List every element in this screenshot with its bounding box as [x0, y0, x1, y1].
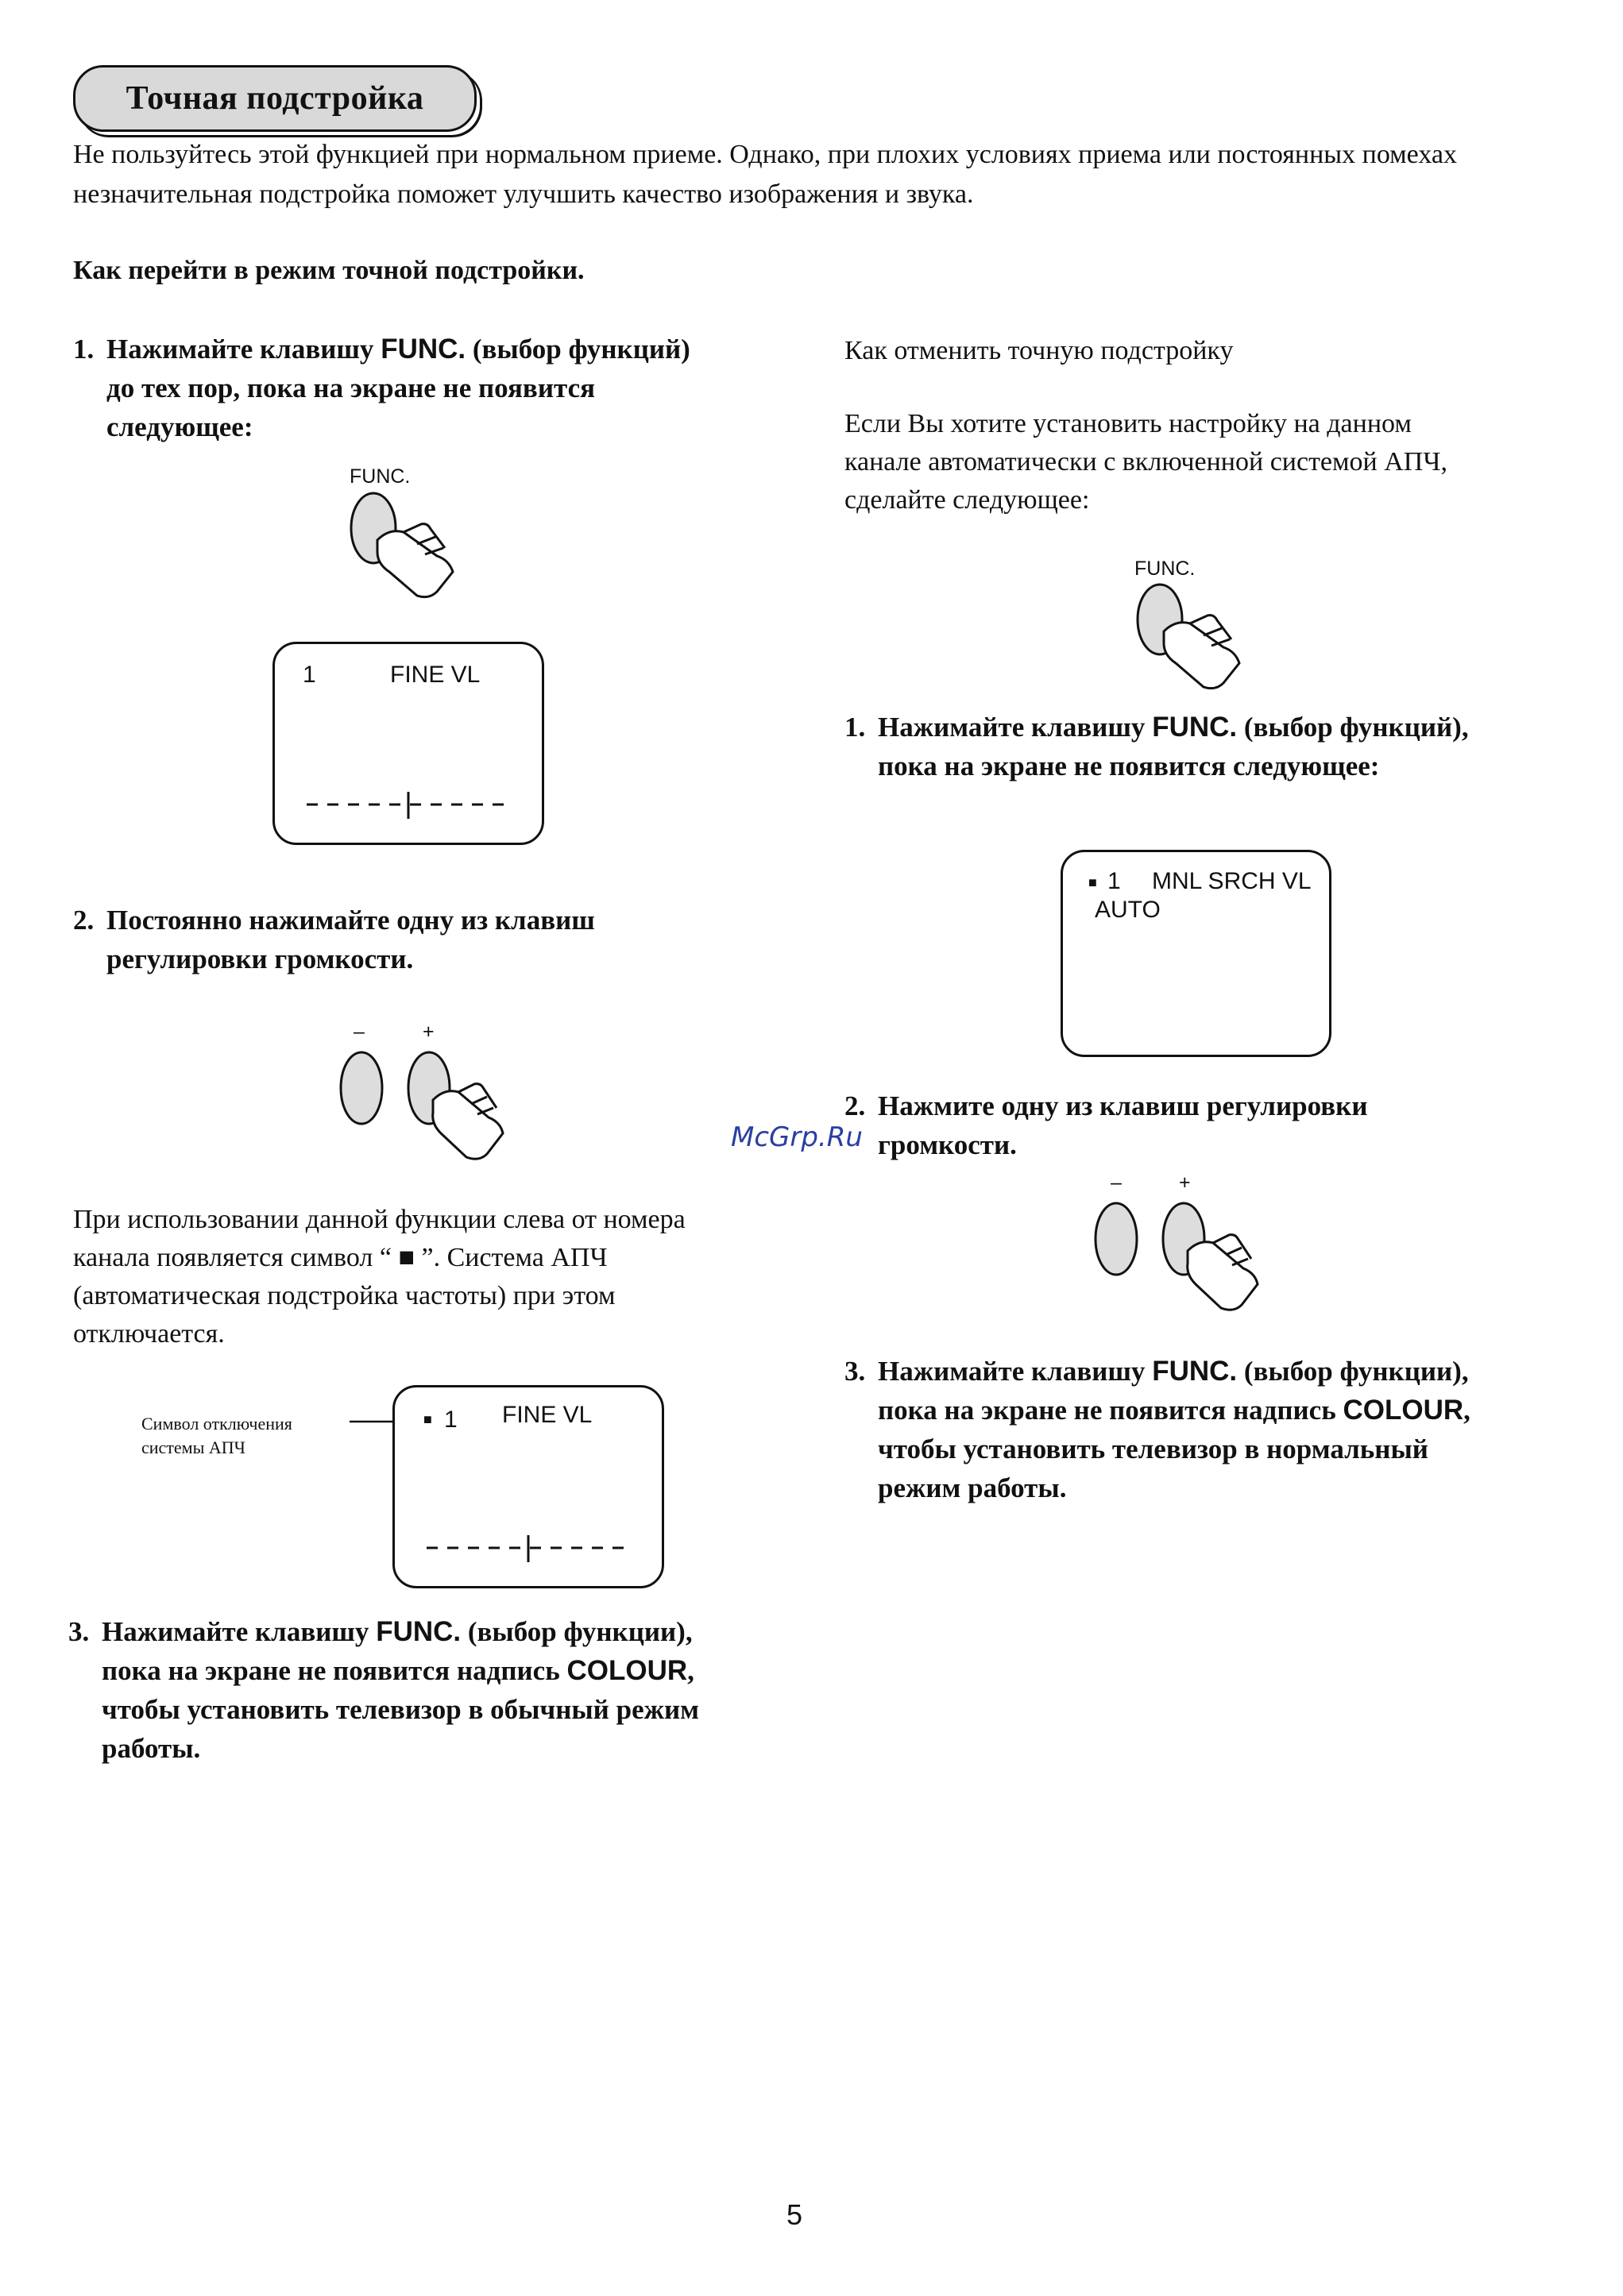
osd-label: MNL SRCH VL [1152, 868, 1312, 894]
tuning-scale-icon [427, 1532, 633, 1564]
step-text: Нажимайте клавишу [106, 334, 381, 365]
colour-key-label: COLOUR [566, 1655, 688, 1686]
colour-key-label: COLOUR [1343, 1395, 1464, 1426]
intro-text: Не пользуйтесь этой функцией при нормальном приеме. Однако, при плохих условиях приема или постоянных помехах незначительная подстройка поможет улучшить качество изображения и звука. [73, 140, 1457, 209]
step-number: 2. [73, 905, 95, 936]
func-key-label: FUNC. [1152, 1356, 1238, 1387]
left-step-1 [73, 330, 725, 446]
step-text: Нажмите одну из клавиш регулировки громкости. [878, 1090, 1368, 1160]
left-step-2 [73, 901, 725, 978]
func-button-label: FUNC. [350, 465, 411, 488]
step-text: Постоянно нажимайте одну из клавиш регулировки громкости. [106, 905, 595, 974]
osd-label: FINE VL [502, 1402, 593, 1428]
tv-screen-manual-search [1061, 850, 1331, 1057]
step-text: Нажимайте клавишу [102, 1616, 377, 1647]
right-step-1 [844, 708, 1496, 785]
minus-label: – [1111, 1171, 1122, 1194]
func-button-label: FUNC. [1134, 558, 1196, 580]
osd-channel: 1 [444, 1407, 458, 1433]
tuning-scale-icon [307, 789, 513, 820]
finger-press-volume-icon [330, 1044, 520, 1171]
step-number: 3. [844, 1356, 866, 1387]
finger-press-func-icon [1128, 576, 1263, 695]
right-step-3 [844, 1352, 1512, 1507]
left-step-3 [68, 1612, 720, 1768]
finger-press-func-icon [342, 484, 477, 604]
step-text: (выбор функции), пока на экране не появится надпись [102, 1616, 693, 1686]
right-step-2 [844, 1086, 1496, 1164]
osd-channel: 1 [1107, 868, 1121, 894]
step-text: , чтобы установить телевизор в нормальный режим работы. [878, 1395, 1470, 1503]
step-text: (выбор функций), пока на экране не появится следующее: [878, 712, 1469, 781]
afc-off-marker: ■ [1088, 874, 1097, 890]
step-text: Нажимайте клавишу [878, 712, 1153, 743]
step-number: 1. [73, 334, 95, 365]
step-number: 2. [844, 1090, 866, 1121]
osd-mode: AUTO [1095, 897, 1161, 923]
afc-off-callout: Символ отключения системы АПЧ [141, 1414, 292, 1457]
plus-label: + [423, 1021, 435, 1043]
step-text: (выбор функций) до тех пор, пока на экране не появится следующее: [106, 334, 690, 442]
right-intro: Если Вы хотите установить настройку на данном канале автоматически с включенной системой АПЧ, сделайте следующее: [844, 409, 1447, 515]
tv-screen-fine-afc-off [392, 1385, 664, 1588]
osd-channel: 1 [303, 662, 316, 688]
tv-screen-fine [272, 642, 544, 845]
func-key-label: FUNC. [381, 334, 466, 365]
step-number: 1. [844, 712, 866, 743]
func-key-label: FUNC. [1152, 712, 1238, 743]
step-number: 3. [68, 1616, 90, 1647]
step-text: Нажимайте клавишу [878, 1356, 1153, 1387]
afc-off-marker: ■ [423, 1411, 432, 1427]
func-key-label: FUNC. [376, 1616, 462, 1647]
step-text: , чтобы установить телевизор в обычный режим работы. [102, 1655, 699, 1764]
right-heading: Как отменить точную подстройку [844, 336, 1234, 365]
left-heading: Как перейти в режим точной подстройки. [73, 256, 585, 285]
osd-label: FINE VL [390, 662, 481, 688]
watermark: McGrp.Ru [731, 1121, 863, 1153]
step-text: (выбор функции), пока на экране не появится надпись [878, 1356, 1469, 1426]
afc-note: При использовании данной функции слева от номера канала появляется символ “ ■ ”. Система АПЧ (автоматическая подстройка частоты) при этом отключается. [73, 1205, 686, 1349]
finger-press-volume-icon [1084, 1195, 1275, 1322]
section-title-box [73, 65, 477, 132]
plus-label: + [1179, 1171, 1191, 1194]
minus-label: – [354, 1021, 365, 1043]
page-number: 5 [786, 2198, 803, 2231]
page-title: Точная подстройка [126, 80, 424, 117]
